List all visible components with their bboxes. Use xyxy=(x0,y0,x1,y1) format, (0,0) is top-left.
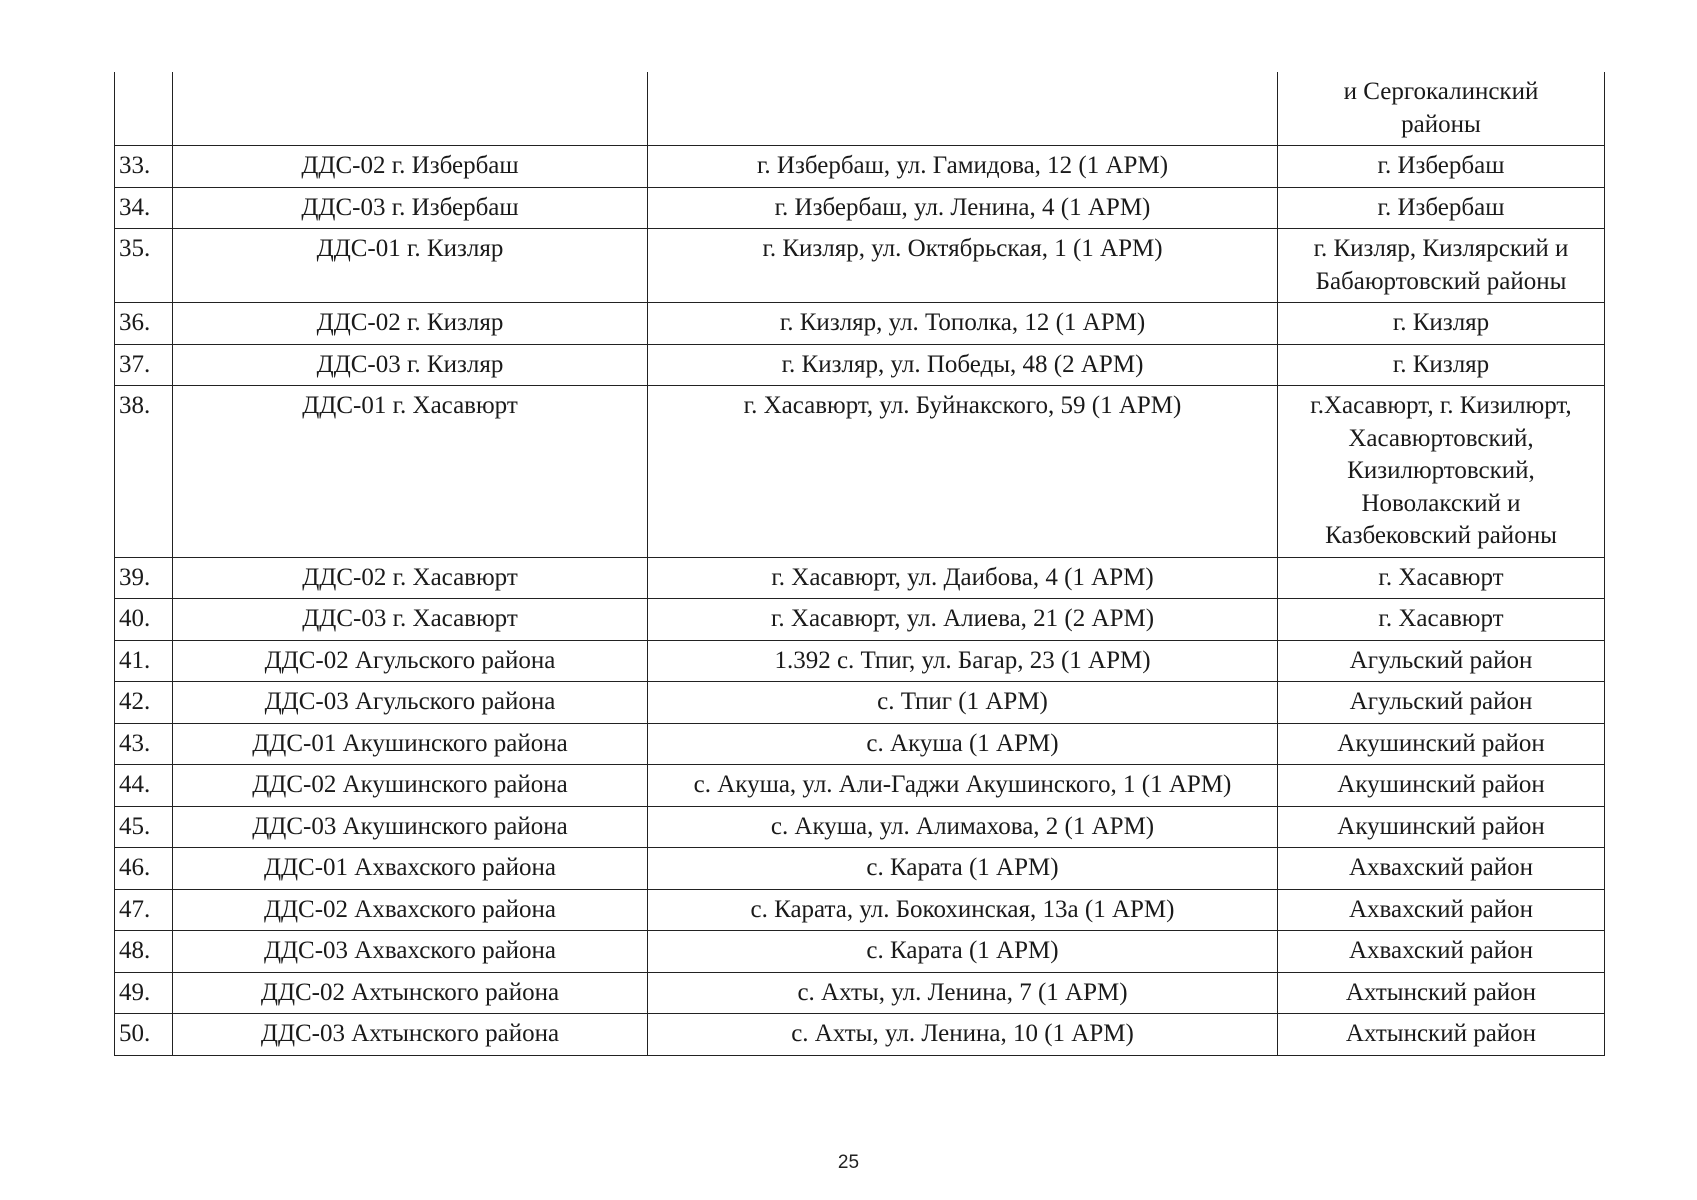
table-row xyxy=(115,806,1605,848)
row-number-cell: 50. xyxy=(115,1014,173,1056)
row-number-cell: 37. xyxy=(115,344,173,386)
table-row xyxy=(115,848,1605,890)
address-cell: с. Карата (1 АРМ) xyxy=(648,848,1278,890)
service-area-cell: г. Хасавюрт xyxy=(1278,599,1605,641)
service-name-cell: ДДС-02 г. Хасавюрт xyxy=(173,557,648,599)
table-row xyxy=(115,682,1605,724)
service-name-cell: ДДС-02 Ахвахского района xyxy=(173,889,648,931)
service-area-cell: Акушинский район xyxy=(1278,723,1605,765)
table-row xyxy=(115,344,1605,386)
service-area-cell: Агульский район xyxy=(1278,640,1605,682)
address-cell: г. Хасавюрт, ул. Алиева, 21 (2 АРМ) xyxy=(648,599,1278,641)
table-row xyxy=(115,972,1605,1014)
service-area-cell: и Сергокалинский районы xyxy=(1278,72,1605,146)
service-name-cell: ДДС-01 Ахвахского района xyxy=(173,848,648,890)
page-number: 25 xyxy=(837,1152,860,1173)
service-area-cell: Агульский район xyxy=(1278,682,1605,724)
service-area-cell: Ахвахский район xyxy=(1278,848,1605,890)
table-row xyxy=(115,640,1605,682)
address-cell: г. Кизляр, ул. Тополка, 12 (1 АРМ) xyxy=(648,303,1278,345)
service-name-cell: ДДС-02 Акушинского района xyxy=(173,765,648,807)
row-number-cell: 40. xyxy=(115,599,173,641)
row-number-cell: 43. xyxy=(115,723,173,765)
service-name-cell: ДДС-01 Акушинского района xyxy=(173,723,648,765)
row-number-cell: 46. xyxy=(115,848,173,890)
service-name-cell: ДДС-02 г. Кизляр xyxy=(173,303,648,345)
service-name-cell: ДДС-03 Акушинского района xyxy=(173,806,648,848)
service-area-cell: г. Избербаш xyxy=(1278,187,1605,229)
table-row xyxy=(115,229,1605,303)
table-row xyxy=(115,599,1605,641)
address-cell: с. Ахты, ул. Ленина, 7 (1 АРМ) xyxy=(648,972,1278,1014)
table-row xyxy=(115,765,1605,807)
service-area-cell: г. Кизляр xyxy=(1278,303,1605,345)
service-name-cell: ДДС-03 г. Хасавюрт xyxy=(173,599,648,641)
table-row xyxy=(115,889,1605,931)
address-cell: с. Акуша (1 АРМ) xyxy=(648,723,1278,765)
service-area-cell: г. Хасавюрт xyxy=(1278,557,1605,599)
continuation-row xyxy=(115,72,1605,146)
table-row xyxy=(115,386,1605,558)
table-row xyxy=(115,187,1605,229)
service-area-cell: г. Кизляр, Кизлярский и Бабаюртовский районы xyxy=(1278,229,1605,303)
address-cell: с. Карата, ул. Бокохинская, 13а (1 АРМ) xyxy=(648,889,1278,931)
row-number-cell: 47. xyxy=(115,889,173,931)
row-number-cell: 38. xyxy=(115,386,173,558)
table-row xyxy=(115,1014,1605,1056)
address-cell: г. Хасавюрт, ул. Буйнакского, 59 (1 АРМ) xyxy=(648,386,1278,558)
service-name-cell: ДДС-03 Ахвахского района xyxy=(173,931,648,973)
address-cell: г. Кизляр, ул. Октябрьская, 1 (1 АРМ) xyxy=(648,229,1278,303)
table-row xyxy=(115,557,1605,599)
service-area-cell: г. Кизляр xyxy=(1278,344,1605,386)
service-name-cell: ДДС-01 г. Кизляр xyxy=(173,229,648,303)
service-area-cell: Ахвахский район xyxy=(1278,889,1605,931)
row-number-cell: 45. xyxy=(115,806,173,848)
row-number-cell: 42. xyxy=(115,682,173,724)
table-row xyxy=(115,303,1605,345)
row-number-cell: 33. xyxy=(115,146,173,188)
address-cell: г. Избербаш, ул. Гамидова, 12 (1 АРМ) xyxy=(648,146,1278,188)
row-number-cell: 36. xyxy=(115,303,173,345)
service-name-cell: ДДС-02 Ахтынского района xyxy=(173,972,648,1014)
dispatch-services-table xyxy=(114,72,1605,1056)
row-number-cell: 48. xyxy=(115,931,173,973)
service-name-cell: ДДС-02 Агульского района xyxy=(173,640,648,682)
service-name-cell: ДДС-02 г. Избербаш xyxy=(173,146,648,188)
row-number-cell: 35. xyxy=(115,229,173,303)
table-row xyxy=(115,146,1605,188)
row-number-cell: 41. xyxy=(115,640,173,682)
service-name-cell: ДДС-03 г. Кизляр xyxy=(173,344,648,386)
service-name-cell xyxy=(173,72,648,146)
address-cell: с. Акуша, ул. Али-Гаджи Акушинского, 1 (1 АРМ) xyxy=(648,765,1278,807)
table-row xyxy=(115,931,1605,973)
service-area-cell: Ахтынский район xyxy=(1278,1014,1605,1056)
service-name-cell: ДДС-03 Ахтынского района xyxy=(173,1014,648,1056)
service-name-cell: ДДС-01 г. Хасавюрт xyxy=(173,386,648,558)
service-name-cell: ДДС-03 г. Избербаш xyxy=(173,187,648,229)
service-area-cell: Акушинский район xyxy=(1278,806,1605,848)
address-cell: с. Ахты, ул. Ленина, 10 (1 АРМ) xyxy=(648,1014,1278,1056)
service-area-cell: Ахвахский район xyxy=(1278,931,1605,973)
row-number-cell: 49. xyxy=(115,972,173,1014)
address-cell: г. Хасавюрт, ул. Даибова, 4 (1 АРМ) xyxy=(648,557,1278,599)
address-cell: с. Карата (1 АРМ) xyxy=(648,931,1278,973)
address-cell xyxy=(648,72,1278,146)
service-area-cell: г. Избербаш xyxy=(1278,146,1605,188)
service-area-cell: Акушинский район xyxy=(1278,765,1605,807)
row-number-cell: 34. xyxy=(115,187,173,229)
address-cell: г. Избербаш, ул. Ленина, 4 (1 АРМ) xyxy=(648,187,1278,229)
row-number-cell: 39. xyxy=(115,557,173,599)
table-row xyxy=(115,723,1605,765)
service-area-cell: Ахтынский район xyxy=(1278,972,1605,1014)
service-area-cell: г.Хасавюрт, г. Кизилюрт, Хасавюртовский, Кизилюртовский, Новолакский и Казбековский районы xyxy=(1278,386,1605,558)
row-number-cell: 44. xyxy=(115,765,173,807)
address-cell: с. Акуша, ул. Алимахова, 2 (1 АРМ) xyxy=(648,806,1278,848)
service-name-cell: ДДС-03 Агульского района xyxy=(173,682,648,724)
address-cell: 1.392 с. Тпиг, ул. Багар, 23 (1 АРМ) xyxy=(648,640,1278,682)
table-body xyxy=(115,72,1605,1055)
row-number-cell xyxy=(115,72,173,146)
address-cell: с. Тпиг (1 АРМ) xyxy=(648,682,1278,724)
address-cell: г. Кизляр, ул. Победы, 48 (2 АРМ) xyxy=(648,344,1278,386)
